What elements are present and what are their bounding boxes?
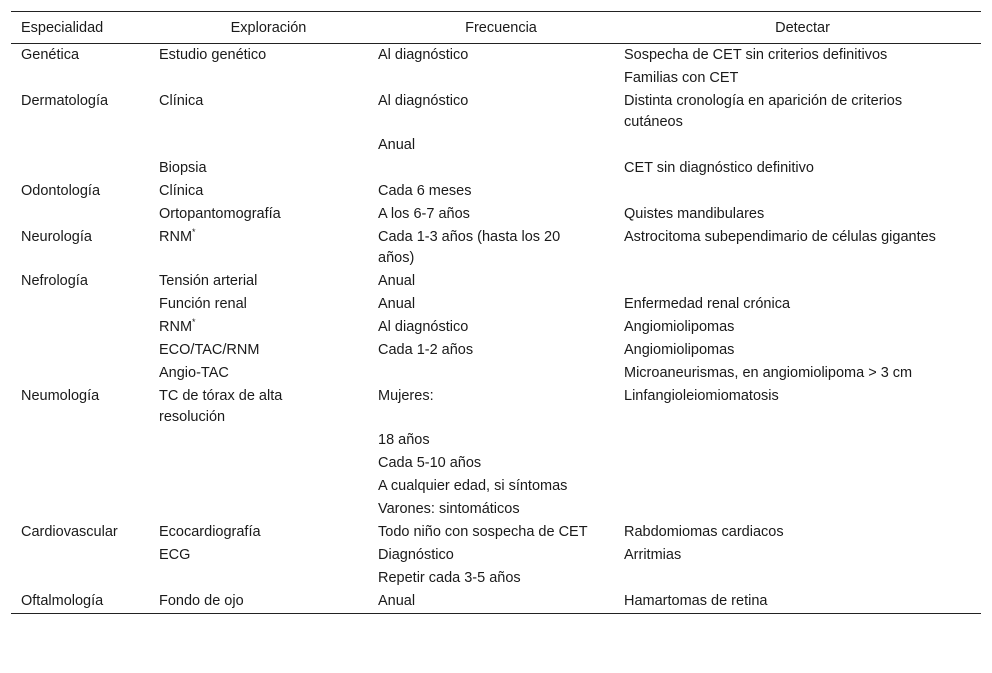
cell-detectar: [624, 590, 981, 614]
cell-frecuencia: [378, 134, 624, 157]
cell-detectar: [624, 498, 981, 521]
cell-detectar: [624, 180, 981, 203]
cell-exploracion: [159, 544, 378, 567]
cell-frecuencia: [378, 498, 624, 521]
cell-text: Arritmias: [624, 547, 682, 563]
table-row: [11, 521, 981, 544]
cell-exploracion: [159, 157, 378, 180]
cell-especialidad: [11, 90, 159, 134]
cell-text: Microaneurismas, en angiomiolipoma > 3 cm: [624, 365, 913, 381]
cell-text: Astrocitoma subependimario de células gigantes: [624, 229, 936, 245]
table-row: [11, 134, 981, 157]
cell-text: Neurología: [21, 229, 92, 245]
cell-detectar: [624, 44, 981, 68]
cell-text: Anual: [378, 273, 416, 289]
cell-especialidad: [11, 180, 159, 203]
cell-detectar: [624, 544, 981, 567]
cell-text: Quistes mandibulares: [624, 206, 765, 222]
cell-frecuencia: [378, 567, 624, 590]
table-row: [11, 270, 981, 293]
cell-exploracion: [159, 316, 378, 339]
cell-especialidad: [11, 67, 159, 90]
cell-especialidad: [11, 157, 159, 180]
table-row: [11, 180, 981, 203]
cell-text: TC de tórax de alta resolución: [159, 388, 283, 425]
cell-especialidad: [11, 498, 159, 521]
cell-text: RNM*: [159, 227, 196, 245]
cell-text: Genética: [21, 47, 80, 63]
cell-frecuencia: [378, 429, 624, 452]
cell-detectar: [624, 521, 981, 544]
cell-text: Angiomiolipomas: [624, 319, 735, 335]
cell-text: Mujeres:: [378, 388, 434, 404]
cell-text: Tensión arterial: [159, 273, 258, 289]
cell-text: Ortopantomografía: [159, 206, 281, 222]
cell-detectar: [624, 203, 981, 226]
cell-especialidad: [11, 452, 159, 475]
cell-exploracion: [159, 567, 378, 590]
cell-detectar: [624, 362, 981, 385]
cell-especialidad: [11, 475, 159, 498]
cell-especialidad: [11, 339, 159, 362]
surveillance-table: [11, 11, 981, 614]
cell-text: RNM*: [159, 317, 196, 335]
cell-text: Odontología: [21, 183, 101, 199]
cell-text: Cada 1-2 años: [378, 342, 474, 358]
cell-text: CET sin diagnóstico definitivo: [624, 160, 814, 176]
cell-exploracion: [159, 475, 378, 498]
cell-text: Anual: [378, 593, 416, 609]
cell-text: Enfermedad renal crónica: [624, 296, 791, 312]
cell-frecuencia: [378, 180, 624, 203]
cell-text: Angiomiolipomas: [624, 342, 735, 358]
cell-detectar: [624, 90, 981, 134]
table-row: [11, 203, 981, 226]
cell-exploracion: [159, 44, 378, 68]
cell-especialidad: [11, 270, 159, 293]
cell-detectar: [624, 67, 981, 90]
cell-frecuencia: [378, 316, 624, 339]
cell-text: 18 años: [378, 432, 430, 448]
cell-text: ECO/TAC/RNM: [159, 342, 260, 358]
cell-frecuencia: [378, 270, 624, 293]
cell-text: Oftalmología: [21, 593, 104, 609]
cell-frecuencia: [378, 521, 624, 544]
cell-exploracion: [159, 90, 378, 134]
cell-text: Cardiovascular: [21, 524, 118, 540]
cell-text: Varones: sintomáticos: [378, 501, 520, 517]
table-row: [11, 226, 981, 270]
cell-exploracion: [159, 362, 378, 385]
cell-exploracion: [159, 226, 378, 270]
cell-text: Clínica: [159, 183, 204, 199]
cell-text: Angio-TAC: [159, 365, 229, 381]
cell-text: Al diagnóstico: [378, 319, 469, 335]
header-especialidad: Especialidad: [11, 12, 159, 44]
cell-detectar: [624, 157, 981, 180]
table-row: [11, 44, 981, 68]
table-row: [11, 67, 981, 90]
cell-exploracion: [159, 134, 378, 157]
cell-detectar: [624, 475, 981, 498]
cell-text: A cualquier edad, si síntomas: [378, 478, 568, 494]
cell-detectar: [624, 293, 981, 316]
cell-especialidad: [11, 567, 159, 590]
cell-frecuencia: [378, 590, 624, 614]
cell-exploracion: [159, 429, 378, 452]
cell-text: Estudio genético: [159, 47, 267, 63]
cell-text: Nefrología: [21, 273, 88, 289]
cell-text: Anual: [378, 137, 416, 153]
cell-frecuencia: [378, 339, 624, 362]
cell-frecuencia: [378, 544, 624, 567]
table-row: [11, 362, 981, 385]
table-row: [11, 293, 981, 316]
cell-detectar: [624, 385, 981, 429]
cell-text: Cada 1-3 años (hasta los 20 años): [378, 229, 561, 266]
cell-frecuencia: [378, 90, 624, 134]
cell-exploracion: [159, 590, 378, 614]
cell-especialidad: [11, 385, 159, 429]
cell-especialidad: [11, 203, 159, 226]
cell-text: Fondo de ojo: [159, 593, 244, 609]
cell-text: Distinta cronología en aparición de criterios cutáneos: [624, 93, 903, 130]
cell-frecuencia: [378, 362, 624, 385]
table-row: [11, 339, 981, 362]
cell-text: Función renal: [159, 296, 247, 312]
table-row: [11, 429, 981, 452]
cell-exploracion: [159, 339, 378, 362]
cell-exploracion: [159, 498, 378, 521]
cell-text: Dermatología: [21, 93, 109, 109]
cell-text: A los 6-7 años: [378, 206, 470, 222]
cell-exploracion: [159, 385, 378, 429]
cell-exploracion: [159, 180, 378, 203]
cell-especialidad: [11, 429, 159, 452]
cell-frecuencia: [378, 157, 624, 180]
cell-text: Cada 5-10 años: [378, 455, 482, 471]
cell-especialidad: [11, 226, 159, 270]
table-row: [11, 590, 981, 614]
cell-frecuencia: [378, 203, 624, 226]
cell-exploracion: [159, 293, 378, 316]
cell-frecuencia: [378, 226, 624, 270]
table-row: [11, 498, 981, 521]
cell-text: Neumología: [21, 388, 100, 404]
cell-especialidad: [11, 293, 159, 316]
cell-frecuencia: [378, 385, 624, 429]
cell-text: Repetir cada 3-5 años: [378, 570, 521, 586]
cell-text: Todo niño con sospecha de CET: [378, 524, 588, 540]
table-row: [11, 157, 981, 180]
table-row: [11, 90, 981, 134]
cell-text: Anual: [378, 296, 416, 312]
cell-exploracion: [159, 452, 378, 475]
cell-exploracion: [159, 521, 378, 544]
cell-text: Hamartomas de retina: [624, 593, 768, 609]
header-exploracion: Exploración: [159, 12, 378, 44]
cell-text: Al diagnóstico: [378, 47, 469, 63]
cell-especialidad: [11, 316, 159, 339]
cell-especialidad: [11, 590, 159, 614]
cell-text: Al diagnóstico: [378, 93, 469, 109]
table-header-row: [11, 12, 981, 44]
cell-especialidad: [11, 362, 159, 385]
table-row: [11, 475, 981, 498]
cell-detectar: [624, 429, 981, 452]
cell-text: Sospecha de CET sin criterios definitivos: [624, 47, 888, 63]
cell-exploracion: [159, 67, 378, 90]
cell-text: Familias con CET: [624, 70, 739, 86]
cell-text: Rabdomiomas cardiacos: [624, 524, 784, 540]
cell-detectar: [624, 270, 981, 293]
cell-text: Cada 6 meses: [378, 183, 472, 199]
cell-detectar: [624, 226, 981, 270]
cell-especialidad: [11, 521, 159, 544]
cell-frecuencia: [378, 44, 624, 68]
cell-detectar: [624, 316, 981, 339]
cell-text: Clínica: [159, 93, 204, 109]
cell-text: Diagnóstico: [378, 547, 454, 563]
cell-frecuencia: [378, 67, 624, 90]
cell-frecuencia: [378, 452, 624, 475]
table-row: [11, 544, 981, 567]
cell-detectar: [624, 134, 981, 157]
cell-detectar: [624, 452, 981, 475]
table-row: [11, 452, 981, 475]
cell-exploracion: [159, 270, 378, 293]
header-detectar: Detectar: [624, 12, 981, 44]
header-frecuencia: Frecuencia: [378, 12, 624, 44]
cell-frecuencia: [378, 293, 624, 316]
table-row: [11, 385, 981, 429]
table-row: [11, 567, 981, 590]
table-body: [11, 44, 981, 614]
cell-text: ECG: [159, 547, 191, 563]
cell-especialidad: [11, 44, 159, 68]
cell-text: Biopsia: [159, 160, 207, 176]
cell-detectar: [624, 567, 981, 590]
cell-text: Linfangioleiomiomatosis: [624, 388, 779, 404]
cell-detectar: [624, 339, 981, 362]
cell-frecuencia: [378, 475, 624, 498]
cell-text: Ecocardiografía: [159, 524, 261, 540]
table-row: [11, 316, 981, 339]
cell-exploracion: [159, 203, 378, 226]
cell-especialidad: [11, 544, 159, 567]
cell-especialidad: [11, 134, 159, 157]
